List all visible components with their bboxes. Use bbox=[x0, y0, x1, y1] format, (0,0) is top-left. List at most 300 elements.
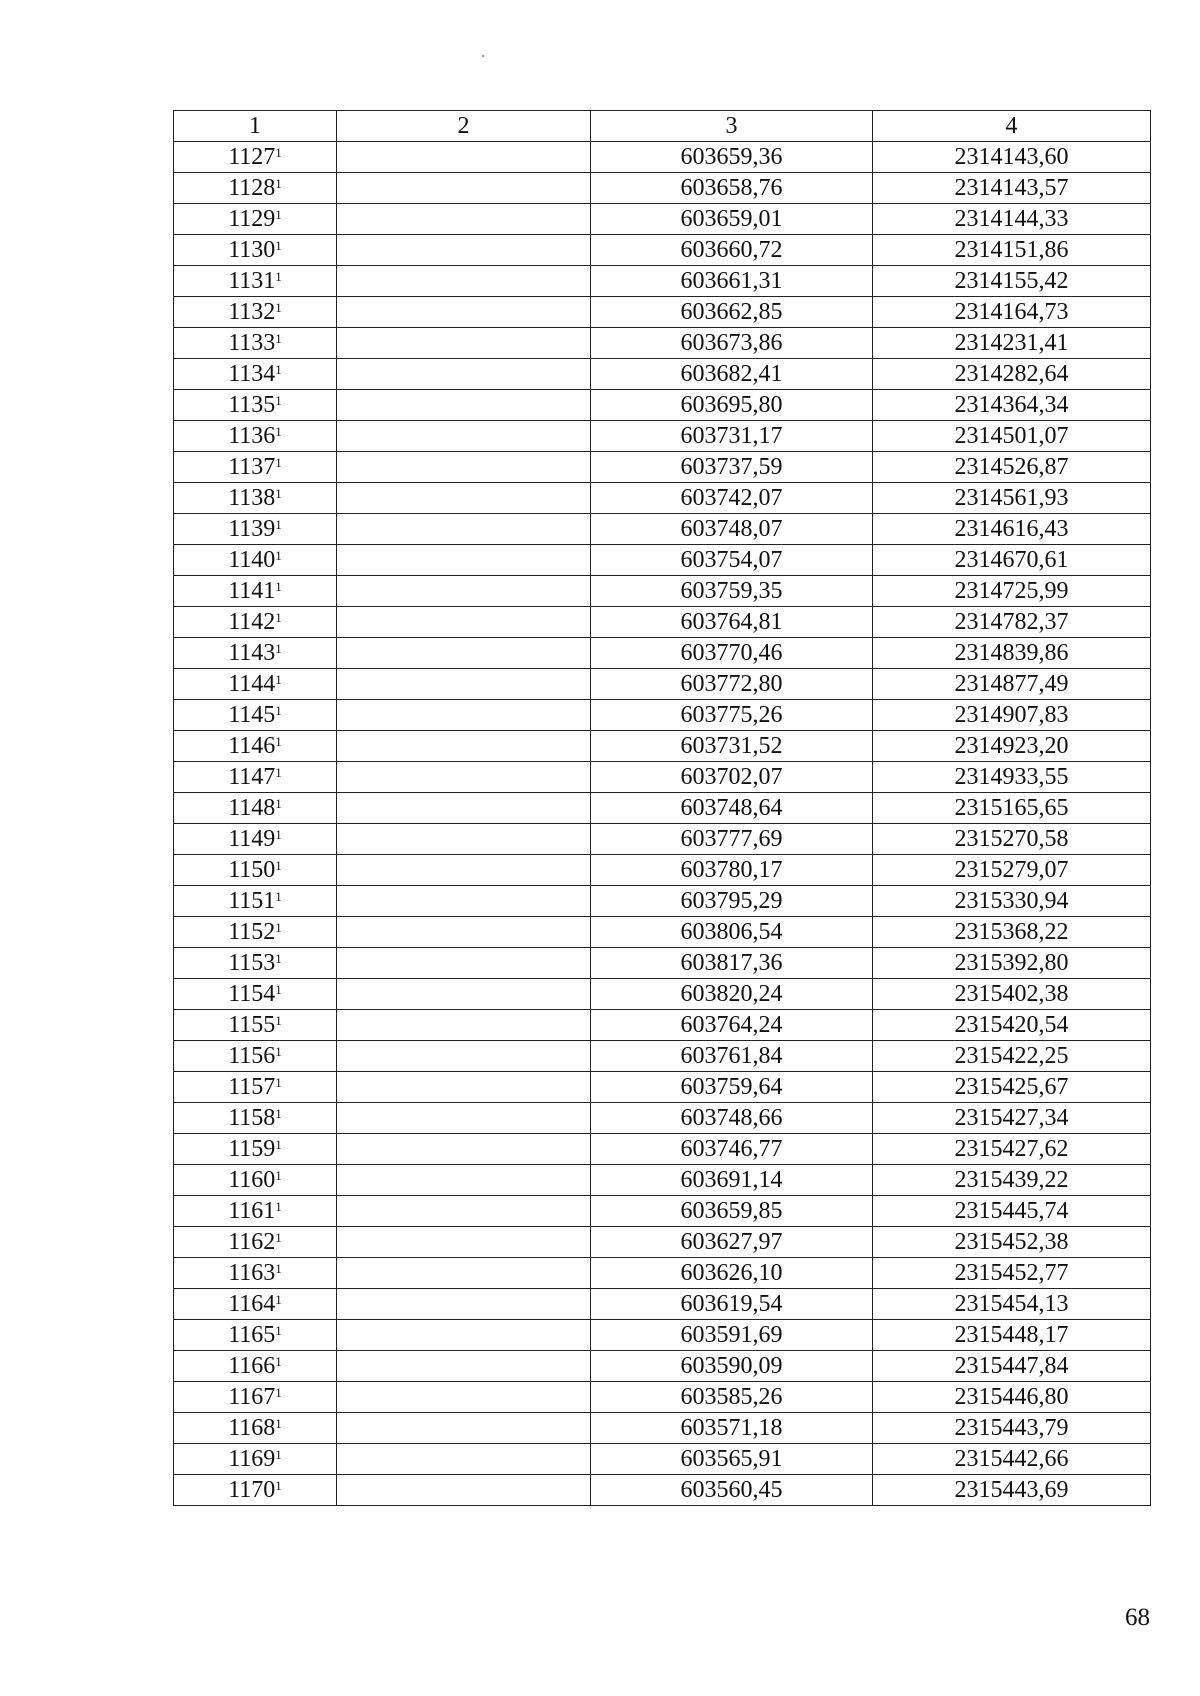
point-number-cell bbox=[174, 1134, 337, 1165]
table-row bbox=[174, 886, 1151, 917]
point-number: 1155 bbox=[228, 1012, 276, 1038]
point-number: 1127 bbox=[228, 144, 276, 170]
empty-cell bbox=[337, 948, 591, 979]
y-coordinate-cell: 2314526,87 bbox=[873, 452, 1151, 483]
point-number: 1140 bbox=[228, 547, 276, 573]
point-number-cell bbox=[174, 1351, 337, 1382]
point-superscript: 1 bbox=[275, 579, 282, 594]
point-number: 1165 bbox=[228, 1322, 276, 1348]
x-coordinate-cell: 603817,36 bbox=[591, 948, 873, 979]
point-superscript: 1 bbox=[275, 1168, 282, 1183]
point-number: 1160 bbox=[228, 1167, 276, 1193]
x-coordinate-cell: 603761,84 bbox=[591, 1041, 873, 1072]
x-coordinate-cell: 603585,26 bbox=[591, 1382, 873, 1413]
empty-cell bbox=[337, 235, 591, 266]
point-number: 1158 bbox=[228, 1105, 276, 1131]
x-coordinate-cell: 603619,54 bbox=[591, 1289, 873, 1320]
x-coordinate-cell: 603571,18 bbox=[591, 1413, 873, 1444]
empty-cell bbox=[337, 1134, 591, 1165]
x-coordinate-cell: 603759,64 bbox=[591, 1072, 873, 1103]
point-superscript: 1 bbox=[275, 1416, 282, 1431]
y-coordinate-cell: 2315422,25 bbox=[873, 1041, 1151, 1072]
point-number: 1150 bbox=[228, 857, 276, 883]
table-row bbox=[174, 669, 1151, 700]
scan-speck bbox=[482, 55, 484, 57]
y-coordinate-cell: 2315452,38 bbox=[873, 1227, 1151, 1258]
point-number-cell bbox=[174, 1072, 337, 1103]
point-number: 1145 bbox=[228, 702, 276, 728]
empty-cell bbox=[337, 731, 591, 762]
point-superscript: 1 bbox=[275, 1044, 282, 1059]
x-coordinate-cell: 603748,66 bbox=[591, 1103, 873, 1134]
y-coordinate-cell: 2314725,99 bbox=[873, 576, 1151, 607]
point-superscript: 1 bbox=[275, 517, 282, 532]
table-row bbox=[174, 917, 1151, 948]
point-number-cell bbox=[174, 390, 337, 421]
point-number: 1135 bbox=[228, 392, 276, 418]
x-coordinate-cell: 603658,76 bbox=[591, 173, 873, 204]
empty-cell bbox=[337, 576, 591, 607]
point-number: 1131 bbox=[228, 268, 276, 294]
x-coordinate-cell: 603661,31 bbox=[591, 266, 873, 297]
point-number: 1128 bbox=[228, 175, 276, 201]
empty-cell bbox=[337, 452, 591, 483]
y-coordinate-cell: 2315445,74 bbox=[873, 1196, 1151, 1227]
empty-cell bbox=[337, 142, 591, 173]
x-coordinate-cell: 603806,54 bbox=[591, 917, 873, 948]
point-number-cell bbox=[174, 948, 337, 979]
table-row bbox=[174, 1289, 1151, 1320]
coordinates-table bbox=[173, 110, 1151, 1506]
y-coordinate-cell: 2315392,80 bbox=[873, 948, 1151, 979]
x-coordinate-cell: 603659,36 bbox=[591, 142, 873, 173]
x-coordinate-cell: 603772,80 bbox=[591, 669, 873, 700]
point-superscript: 1 bbox=[275, 424, 282, 439]
point-number-cell bbox=[174, 235, 337, 266]
point-number: 1133 bbox=[228, 330, 276, 356]
empty-cell bbox=[337, 297, 591, 328]
header-cell-1: 1 bbox=[174, 111, 337, 142]
empty-cell bbox=[337, 1072, 591, 1103]
point-superscript: 1 bbox=[275, 889, 282, 904]
empty-cell bbox=[337, 762, 591, 793]
x-coordinate-cell: 603659,85 bbox=[591, 1196, 873, 1227]
table-row bbox=[174, 483, 1151, 514]
point-number-cell bbox=[174, 1444, 337, 1475]
y-coordinate-cell: 2314282,64 bbox=[873, 359, 1151, 390]
table-row bbox=[174, 762, 1151, 793]
point-number: 1148 bbox=[228, 795, 276, 821]
point-number: 1130 bbox=[228, 237, 276, 263]
point-superscript: 1 bbox=[275, 765, 282, 780]
point-superscript: 1 bbox=[275, 951, 282, 966]
empty-cell bbox=[337, 700, 591, 731]
point-number: 1144 bbox=[228, 671, 276, 697]
empty-cell bbox=[337, 390, 591, 421]
y-coordinate-cell: 2314151,86 bbox=[873, 235, 1151, 266]
empty-cell bbox=[337, 1041, 591, 1072]
point-superscript: 1 bbox=[275, 1385, 282, 1400]
table-row bbox=[174, 297, 1151, 328]
x-coordinate-cell: 603759,35 bbox=[591, 576, 873, 607]
point-superscript: 1 bbox=[275, 920, 282, 935]
table-row bbox=[174, 235, 1151, 266]
x-coordinate-cell: 603565,91 bbox=[591, 1444, 873, 1475]
y-coordinate-cell: 2315442,66 bbox=[873, 1444, 1151, 1475]
x-coordinate-cell: 603780,17 bbox=[591, 855, 873, 886]
point-number-cell bbox=[174, 638, 337, 669]
point-number-cell bbox=[174, 1475, 337, 1506]
point-number-cell bbox=[174, 1103, 337, 1134]
x-coordinate-cell: 603748,64 bbox=[591, 793, 873, 824]
table-row bbox=[174, 204, 1151, 235]
point-superscript: 1 bbox=[275, 176, 282, 191]
table-row bbox=[174, 1134, 1151, 1165]
empty-cell bbox=[337, 638, 591, 669]
point-number: 1164 bbox=[228, 1291, 276, 1317]
point-superscript: 1 bbox=[275, 1075, 282, 1090]
y-coordinate-cell: 2314877,49 bbox=[873, 669, 1151, 700]
point-number: 1149 bbox=[228, 826, 276, 852]
x-coordinate-cell: 603746,77 bbox=[591, 1134, 873, 1165]
y-coordinate-cell: 2314923,20 bbox=[873, 731, 1151, 762]
point-number: 1161 bbox=[228, 1198, 276, 1224]
y-coordinate-cell: 2314616,43 bbox=[873, 514, 1151, 545]
point-superscript: 1 bbox=[275, 362, 282, 377]
table-row bbox=[174, 576, 1151, 607]
x-coordinate-cell: 603626,10 bbox=[591, 1258, 873, 1289]
point-number: 1147 bbox=[228, 764, 276, 790]
x-coordinate-cell: 603702,07 bbox=[591, 762, 873, 793]
point-superscript: 1 bbox=[275, 672, 282, 687]
point-superscript: 1 bbox=[275, 269, 282, 284]
point-number-cell bbox=[174, 1382, 337, 1413]
point-number-cell bbox=[174, 545, 337, 576]
table-row bbox=[174, 638, 1151, 669]
table-row bbox=[174, 1072, 1151, 1103]
point-superscript: 1 bbox=[275, 1137, 282, 1152]
point-number: 1129 bbox=[228, 206, 276, 232]
point-number-cell bbox=[174, 328, 337, 359]
point-superscript: 1 bbox=[275, 1261, 282, 1276]
point-number: 1139 bbox=[228, 516, 276, 542]
point-superscript: 1 bbox=[275, 982, 282, 997]
point-number: 1159 bbox=[228, 1136, 276, 1162]
table-row bbox=[174, 700, 1151, 731]
point-number-cell bbox=[174, 204, 337, 235]
point-number-cell bbox=[174, 1010, 337, 1041]
point-number: 1154 bbox=[228, 981, 276, 1007]
x-coordinate-cell: 603673,86 bbox=[591, 328, 873, 359]
point-number-cell bbox=[174, 793, 337, 824]
table-row bbox=[174, 1041, 1151, 1072]
y-coordinate-cell: 2315446,80 bbox=[873, 1382, 1151, 1413]
empty-cell bbox=[337, 1289, 591, 1320]
point-number: 1166 bbox=[228, 1353, 276, 1379]
point-number: 1136 bbox=[228, 423, 276, 449]
y-coordinate-cell: 2314155,42 bbox=[873, 266, 1151, 297]
x-coordinate-cell: 603764,24 bbox=[591, 1010, 873, 1041]
point-number-cell bbox=[174, 452, 337, 483]
point-number: 1157 bbox=[228, 1074, 276, 1100]
point-superscript: 1 bbox=[275, 1354, 282, 1369]
x-coordinate-cell: 603731,52 bbox=[591, 731, 873, 762]
point-number-cell bbox=[174, 359, 337, 390]
point-superscript: 1 bbox=[275, 207, 282, 222]
x-coordinate-cell: 603764,81 bbox=[591, 607, 873, 638]
point-number: 1169 bbox=[228, 1446, 276, 1472]
x-coordinate-cell: 603795,29 bbox=[591, 886, 873, 917]
point-number: 1141 bbox=[228, 578, 276, 604]
empty-cell bbox=[337, 421, 591, 452]
x-coordinate-cell: 603742,07 bbox=[591, 483, 873, 514]
empty-cell bbox=[337, 545, 591, 576]
point-number-cell bbox=[174, 1165, 337, 1196]
point-superscript: 1 bbox=[275, 1447, 282, 1462]
x-coordinate-cell: 603627,97 bbox=[591, 1227, 873, 1258]
empty-cell bbox=[337, 1010, 591, 1041]
y-coordinate-cell: 2314907,83 bbox=[873, 700, 1151, 731]
point-superscript: 1 bbox=[275, 548, 282, 563]
empty-cell bbox=[337, 1351, 591, 1382]
table-row bbox=[174, 390, 1151, 421]
point-number: 1134 bbox=[228, 361, 276, 387]
table-row bbox=[174, 1010, 1151, 1041]
table-row bbox=[174, 328, 1151, 359]
point-superscript: 1 bbox=[275, 1013, 282, 1028]
point-number: 1152 bbox=[228, 919, 276, 945]
point-number-cell bbox=[174, 607, 337, 638]
x-coordinate-cell: 603591,69 bbox=[591, 1320, 873, 1351]
point-superscript: 1 bbox=[275, 1292, 282, 1307]
empty-cell bbox=[337, 328, 591, 359]
table-row bbox=[174, 824, 1151, 855]
point-number: 1162 bbox=[228, 1229, 276, 1255]
point-superscript: 1 bbox=[275, 1230, 282, 1245]
point-superscript: 1 bbox=[275, 486, 282, 501]
y-coordinate-cell: 2315443,69 bbox=[873, 1475, 1151, 1506]
y-coordinate-cell: 2315368,22 bbox=[873, 917, 1151, 948]
empty-cell bbox=[337, 1258, 591, 1289]
x-coordinate-cell: 603695,80 bbox=[591, 390, 873, 421]
point-superscript: 1 bbox=[275, 1478, 282, 1493]
point-superscript: 1 bbox=[275, 734, 282, 749]
table-row bbox=[174, 1196, 1151, 1227]
x-coordinate-cell: 603770,46 bbox=[591, 638, 873, 669]
empty-cell bbox=[337, 793, 591, 824]
x-coordinate-cell: 603682,41 bbox=[591, 359, 873, 390]
table-row bbox=[174, 1444, 1151, 1475]
x-coordinate-cell: 603590,09 bbox=[591, 1351, 873, 1382]
x-coordinate-cell: 603660,72 bbox=[591, 235, 873, 266]
point-superscript: 1 bbox=[275, 641, 282, 656]
empty-cell bbox=[337, 173, 591, 204]
point-superscript: 1 bbox=[275, 703, 282, 718]
point-number-cell bbox=[174, 483, 337, 514]
empty-cell bbox=[337, 824, 591, 855]
point-number: 1163 bbox=[228, 1260, 276, 1286]
empty-cell bbox=[337, 855, 591, 886]
empty-cell bbox=[337, 979, 591, 1010]
y-coordinate-cell: 2314144,33 bbox=[873, 204, 1151, 235]
point-number: 1168 bbox=[228, 1415, 276, 1441]
point-number: 1132 bbox=[228, 299, 276, 325]
empty-cell bbox=[337, 1382, 591, 1413]
y-coordinate-cell: 2315439,22 bbox=[873, 1165, 1151, 1196]
x-coordinate-cell: 603775,26 bbox=[591, 700, 873, 731]
table-row bbox=[174, 793, 1151, 824]
point-number: 1137 bbox=[228, 454, 276, 480]
point-superscript: 1 bbox=[275, 1199, 282, 1214]
y-coordinate-cell: 2314670,61 bbox=[873, 545, 1151, 576]
y-coordinate-cell: 2315330,94 bbox=[873, 886, 1151, 917]
empty-cell bbox=[337, 1227, 591, 1258]
point-number-cell bbox=[174, 1196, 337, 1227]
empty-cell bbox=[337, 359, 591, 390]
empty-cell bbox=[337, 1165, 591, 1196]
y-coordinate-cell: 2314231,41 bbox=[873, 328, 1151, 359]
table-header-row bbox=[174, 111, 1151, 142]
point-number: 1156 bbox=[228, 1043, 276, 1069]
point-number-cell bbox=[174, 1258, 337, 1289]
point-number-cell bbox=[174, 669, 337, 700]
point-number-cell bbox=[174, 1413, 337, 1444]
point-number-cell bbox=[174, 824, 337, 855]
point-number: 1167 bbox=[228, 1384, 276, 1410]
table-row bbox=[174, 1382, 1151, 1413]
y-coordinate-cell: 2315165,65 bbox=[873, 793, 1151, 824]
x-coordinate-cell: 603659,01 bbox=[591, 204, 873, 235]
empty-cell bbox=[337, 1413, 591, 1444]
y-coordinate-cell: 2315443,79 bbox=[873, 1413, 1151, 1444]
empty-cell bbox=[337, 917, 591, 948]
point-number: 1146 bbox=[228, 733, 276, 759]
table-row bbox=[174, 1320, 1151, 1351]
point-number: 1138 bbox=[228, 485, 276, 511]
y-coordinate-cell: 2315427,62 bbox=[873, 1134, 1151, 1165]
header-cell-2: 2 bbox=[337, 111, 591, 142]
y-coordinate-cell: 2314561,93 bbox=[873, 483, 1151, 514]
table-body bbox=[174, 111, 1151, 1506]
point-number-cell bbox=[174, 421, 337, 452]
y-coordinate-cell: 2314839,86 bbox=[873, 638, 1151, 669]
table-row bbox=[174, 979, 1151, 1010]
x-coordinate-cell: 603737,59 bbox=[591, 452, 873, 483]
point-superscript: 1 bbox=[275, 331, 282, 346]
point-number-cell bbox=[174, 297, 337, 328]
page-number: 68 bbox=[1125, 1604, 1150, 1631]
table-row bbox=[174, 1351, 1151, 1382]
table-row bbox=[174, 359, 1151, 390]
empty-cell bbox=[337, 886, 591, 917]
point-number-cell bbox=[174, 1041, 337, 1072]
point-number-cell bbox=[174, 979, 337, 1010]
empty-cell bbox=[337, 1103, 591, 1134]
table-row bbox=[174, 266, 1151, 297]
empty-cell bbox=[337, 266, 591, 297]
point-number-cell bbox=[174, 1227, 337, 1258]
y-coordinate-cell: 2314164,73 bbox=[873, 297, 1151, 328]
x-coordinate-cell: 603662,85 bbox=[591, 297, 873, 328]
point-number-cell bbox=[174, 700, 337, 731]
point-number-cell bbox=[174, 514, 337, 545]
table-row bbox=[174, 452, 1151, 483]
point-number-cell bbox=[174, 731, 337, 762]
empty-cell bbox=[337, 1475, 591, 1506]
point-number: 1151 bbox=[228, 888, 276, 914]
point-number: 1142 bbox=[228, 609, 276, 635]
x-coordinate-cell: 603754,07 bbox=[591, 545, 873, 576]
table-row bbox=[174, 1413, 1151, 1444]
y-coordinate-cell: 2315420,54 bbox=[873, 1010, 1151, 1041]
point-superscript: 1 bbox=[275, 610, 282, 625]
header-cell-4: 4 bbox=[873, 111, 1151, 142]
table-row bbox=[174, 1258, 1151, 1289]
x-coordinate-cell: 603731,17 bbox=[591, 421, 873, 452]
table-row bbox=[174, 421, 1151, 452]
table-row bbox=[174, 855, 1151, 886]
y-coordinate-cell: 2314933,55 bbox=[873, 762, 1151, 793]
point-number: 1143 bbox=[228, 640, 276, 666]
table-row bbox=[174, 948, 1151, 979]
point-number: 1153 bbox=[228, 950, 276, 976]
empty-cell bbox=[337, 669, 591, 700]
table-row bbox=[174, 142, 1151, 173]
point-number-cell bbox=[174, 576, 337, 607]
x-coordinate-cell: 603560,45 bbox=[591, 1475, 873, 1506]
point-number-cell bbox=[174, 142, 337, 173]
x-coordinate-cell: 603748,07 bbox=[591, 514, 873, 545]
point-superscript: 1 bbox=[275, 455, 282, 470]
empty-cell bbox=[337, 1444, 591, 1475]
empty-cell bbox=[337, 1196, 591, 1227]
point-number-cell bbox=[174, 886, 337, 917]
point-superscript: 1 bbox=[275, 1106, 282, 1121]
point-superscript: 1 bbox=[275, 858, 282, 873]
empty-cell bbox=[337, 514, 591, 545]
x-coordinate-cell: 603777,69 bbox=[591, 824, 873, 855]
table-row bbox=[174, 1103, 1151, 1134]
point-number-cell bbox=[174, 762, 337, 793]
empty-cell bbox=[337, 607, 591, 638]
point-number-cell bbox=[174, 173, 337, 204]
point-number-cell bbox=[174, 917, 337, 948]
point-number-cell bbox=[174, 1289, 337, 1320]
y-coordinate-cell: 2315448,17 bbox=[873, 1320, 1151, 1351]
y-coordinate-cell: 2315270,58 bbox=[873, 824, 1151, 855]
empty-cell bbox=[337, 483, 591, 514]
point-superscript: 1 bbox=[275, 300, 282, 315]
y-coordinate-cell: 2315427,34 bbox=[873, 1103, 1151, 1134]
y-coordinate-cell: 2315279,07 bbox=[873, 855, 1151, 886]
point-superscript: 1 bbox=[275, 796, 282, 811]
table-row bbox=[174, 514, 1151, 545]
point-number-cell bbox=[174, 1320, 337, 1351]
empty-cell bbox=[337, 1320, 591, 1351]
table-row bbox=[174, 1475, 1151, 1506]
point-superscript: 1 bbox=[275, 827, 282, 842]
table-row bbox=[174, 1227, 1151, 1258]
point-superscript: 1 bbox=[275, 145, 282, 160]
point-number: 1170 bbox=[228, 1477, 276, 1503]
point-superscript: 1 bbox=[275, 238, 282, 253]
point-superscript: 1 bbox=[275, 1323, 282, 1338]
table-row bbox=[174, 607, 1151, 638]
y-coordinate-cell: 2315447,84 bbox=[873, 1351, 1151, 1382]
y-coordinate-cell: 2315425,67 bbox=[873, 1072, 1151, 1103]
y-coordinate-cell: 2314364,34 bbox=[873, 390, 1151, 421]
point-number-cell bbox=[174, 855, 337, 886]
